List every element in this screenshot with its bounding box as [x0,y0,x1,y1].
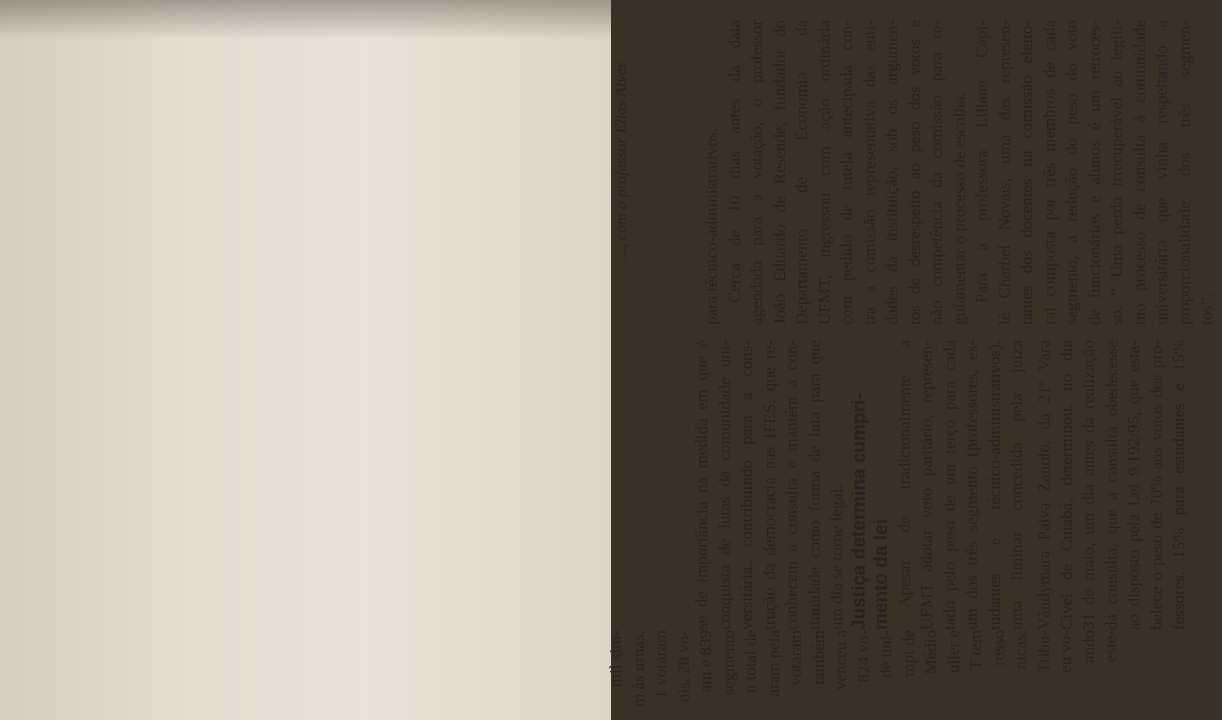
right-column-line: lé Charbel Novais, uma das represen- [994,20,1014,325]
middle-column-line: da consulta, que a consulta obedecesse [1101,340,1121,630]
right-column-line: dades da instituição, sob os argumen- [882,20,901,325]
left-column-line: também [808,630,828,685]
middle-column-line: tinuidade como forma de luta para que [804,340,824,630]
right-column-line: proporcionalidade dos três segmen- [1174,20,1194,325]
left-column-line: nicas, [1011,630,1030,670]
right-column-line: gulamentar o processo de escolha. [949,92,969,325]
middle-column-line: tudantes e técnico-administrativos), [984,340,1004,630]
page-edge-shadow [0,0,611,40]
middle-column-line: trução da democracia nas IFES, que re- [759,340,779,630]
left-column-line: segmento [718,630,738,696]
header-fragment-text: ..., com o professor Elias Alves [613,62,630,260]
left-column-line: rosso [988,630,1008,666]
middle-column-line: belece o peso de 70% aos votos dos pro- [1146,340,1166,630]
right-column-line: segmento, a redução do peso do voto [1062,20,1081,325]
right-column-line: de funcionários e alunos é um retroces- [1084,20,1104,325]
left-column-line: uller e [943,630,963,673]
left-column-line: am e 839 [696,630,715,693]
left-column-line: votaram [786,630,805,686]
column-right [701,20,1219,325]
middle-column-line: um dia se torne legal. [827,484,846,630]
left-column-line: este- [1101,630,1120,663]
middle-column-line: uma liminar concedida pela juíza [1007,340,1026,630]
middle-column-line: se de importância na medida em que é [692,340,711,630]
left-column-line: T tem [966,630,985,670]
left-column-line: ando [1078,630,1098,664]
middle-column-line: 31 de maio, um dia antes da realização [1079,340,1099,630]
left-column-line: aram pela [763,630,783,697]
left-column-line: Médio [921,630,940,675]
vara-text-end: Vara [1034,340,1054,382]
right-column-line: so. “ Uma perda irrecuperável ao legíti- [1107,20,1126,325]
right-column-line: mo processo de consulta à comunidade [1129,20,1149,325]
right-column-line: Para a professora Liliane Capi- [972,20,991,303]
vara-text-start: Vândymara Paiva Zanolo, da 21 [1034,386,1054,630]
right-column-line: universitária que vinha respeitando a [1152,20,1171,325]
left-column-line: m às urnas. [628,630,648,707]
right-column-line: agendada para a votação, o professor [747,20,766,325]
left-column-line: Tribu- [1033,630,1053,673]
middle-column-line-vara [1029,340,1056,630]
middle-column-line: Cível de Cuiabá, determinou, no dia [1056,340,1076,630]
right-column-line: Departamento de Economia da [792,20,811,325]
left-column-line: 1 votaram [651,630,670,699]
middle-column-line: conhecem a consulta e mantém a con- [782,340,801,630]
right-column-line: ral composta por três membros de cada [1039,20,1059,325]
middle-column-line: um dos três segmento (professores, es- [962,340,981,630]
middle-column-line: fessores, 15% para estudantes e 15% [1169,340,1189,630]
right-column-line: tos”. [1197,293,1216,325]
left-column-line: mpi de [898,630,918,677]
middle-column-line: Apesar de tradicionalmente a [894,340,914,608]
middle-column-line: UFMT adotar voto paritário, represen- [917,340,936,630]
right-column-line: para técnico-administrativos. [702,127,721,325]
section-heading: Justiça determina cumpri- [848,393,870,630]
left-column-line: eu vo- [1056,630,1075,673]
middle-column-line: versitária, contribuindo para a cons- [737,340,756,630]
column-middle [691,340,1191,630]
left-column-line: de uni- [876,630,895,678]
left-column-line: ois, 28 vo- [673,630,693,703]
right-column-line: tos de desrespeito ao peso dos votos e [904,20,924,325]
middle-column-line: ao disposto pela Lei 9.192/95, que esta- [1124,340,1144,630]
middle-column-line: conquista de lutas da comunidade uni- [714,340,734,630]
right-column-line: tra a comissão representativa das enti- [859,20,879,325]
right-column-line: não competência da comissão para re- [927,20,946,325]
left-column-line: 824 vo- [853,630,873,683]
left-column-line: venceu a [831,630,850,690]
section-heading: mento da lei [871,519,892,630]
middle-column-line: tado pelo peso de um terço para cada [939,340,959,630]
right-column-line: UFMT, ingressou com ação ordinária [814,20,834,325]
header-fragment [611,62,634,260]
right-column-line: com pedido de tutela antecipada con- [837,20,856,325]
column-left-cropped [605,630,1123,710]
right-column-line: João Eduardo de Resende, fundador do [769,20,789,325]
left-column-line: mil sim- [606,630,625,688]
right-column-line: Cerca de 10 dias antes da data [724,20,744,303]
left-column-line: n total de [741,630,760,694]
vara-superscript: a [1033,381,1046,387]
rotated-text-frame [606,0,1222,720]
right-column-line: tantes dos docentes na comissão eleito- [1017,20,1036,325]
